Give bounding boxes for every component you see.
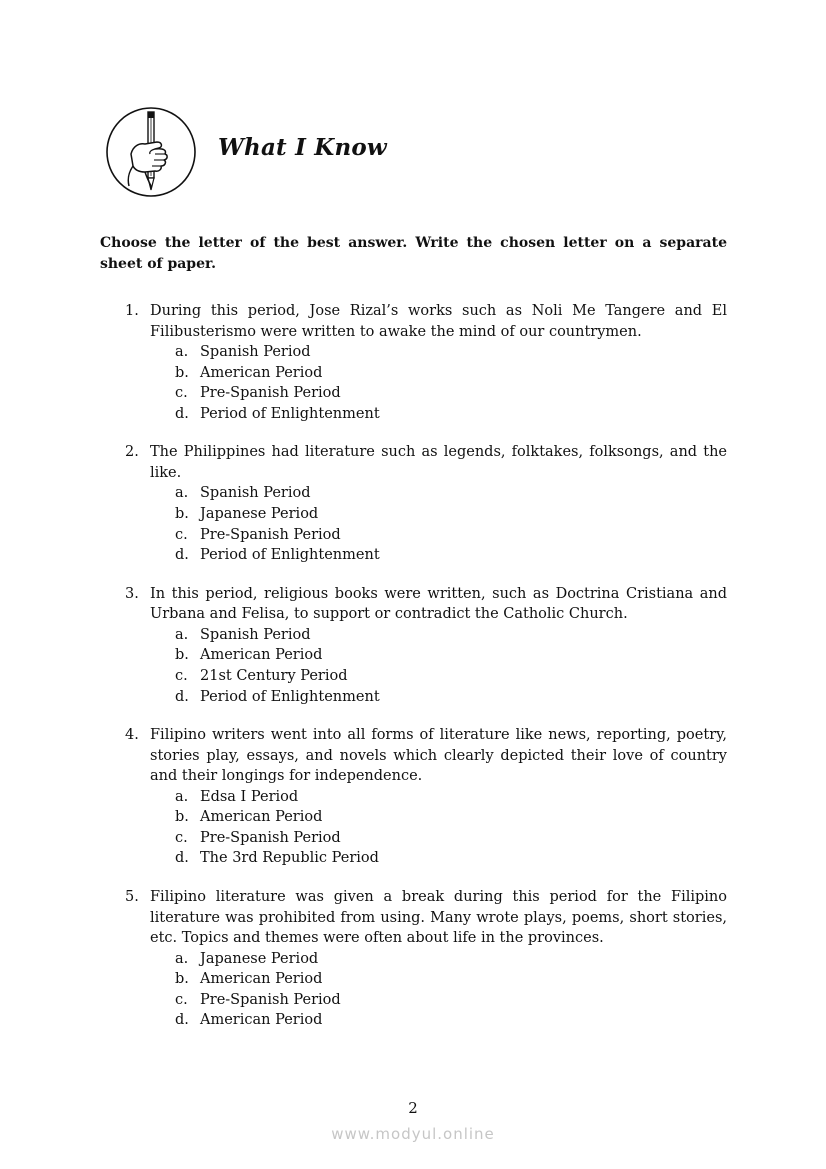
question-list: [100, 301, 727, 1049]
choice-item: [150, 848, 727, 869]
choice-item: [150, 969, 727, 990]
choice-letter: b.: [175, 364, 189, 381]
choice-text: American Period: [200, 971, 323, 988]
choice-item: [150, 787, 727, 808]
choice-letter: b.: [175, 809, 189, 826]
question-text: During this period, Jose Rizal’s works such as Noli Me Tangere and El Filibusterismo were written to awake the mind of our countrymen.: [150, 303, 727, 340]
choice-text: Japanese Period: [200, 505, 319, 522]
question-text: Filipino literature was given a break during this period for the Filipino literature was prohibited from using. Many wrote plays, poems, short stories, etc. Topics and themes were often about life in the provinces.: [150, 889, 727, 946]
choice-text: Period of Enlightenment: [200, 405, 380, 422]
choice-item: [150, 504, 727, 525]
choice-text: Pre-Spanish Period: [200, 829, 341, 846]
choice-letter: b.: [175, 505, 189, 522]
question-number: 1.: [125, 303, 139, 319]
choice-text: American Period: [200, 647, 323, 664]
choice-text: American Period: [200, 809, 323, 826]
choice-text: The 3rd Republic Period: [200, 850, 379, 867]
instructions: Choose the letter of the best answer. Write the chosen letter on a separate sheet of paper.: [100, 235, 727, 272]
question-item: [100, 584, 727, 707]
question-item: [100, 442, 727, 565]
choice-text: Spanish Period: [200, 344, 311, 360]
choice-text: Spanish Period: [200, 485, 311, 502]
choice-text: Edsa I Period: [200, 788, 299, 805]
question-number: 3.: [125, 585, 139, 602]
choice-item: [150, 666, 727, 687]
choice-letter: d.: [175, 1012, 189, 1029]
section-title: What I Know: [218, 134, 387, 161]
pencil-in-hand-icon: [105, 106, 197, 198]
watermark: www.modyul.online: [331, 1125, 495, 1143]
choice-text: Period of Enlightenment: [200, 688, 380, 705]
choice-letter: a.: [175, 788, 189, 805]
choice-letter: c.: [175, 385, 188, 402]
choice-item: [150, 342, 727, 363]
choice-letter: a.: [175, 485, 189, 502]
choice-item: [150, 949, 727, 970]
question-number: 5.: [125, 889, 139, 905]
choice-letter: c.: [175, 829, 188, 846]
choice-text: 21st Century Period: [200, 667, 348, 684]
choice-letter: a.: [175, 626, 189, 643]
choice-text: Japanese Period: [200, 950, 319, 967]
question-number: 2.: [125, 444, 139, 461]
choice-letter: d.: [175, 547, 189, 564]
choice-item: [150, 363, 727, 384]
choice-text: American Period: [200, 364, 323, 381]
choice-letter: c.: [175, 526, 188, 543]
choice-text: Spanish Period: [200, 626, 311, 643]
choice-item: [150, 1010, 727, 1031]
question-text: In this period, religious books were written, such as Doctrina Cristiana and Urbana and Felisa, to support or contradict the Catholic Church.: [150, 585, 727, 623]
choice-item: [150, 807, 727, 828]
choice-letter: d.: [175, 405, 189, 422]
question-number: 4.: [125, 727, 139, 744]
choice-letter: b.: [175, 971, 189, 988]
choice-letter: a.: [175, 344, 189, 360]
choice-letter: d.: [175, 850, 189, 867]
choice-letter: b.: [175, 647, 189, 664]
choice-item: [150, 990, 727, 1011]
choice-list: [150, 342, 727, 424]
choice-text: Period of Enlightenment: [200, 547, 380, 564]
choice-text: Pre-Spanish Period: [200, 385, 341, 402]
choice-text: American Period: [200, 1012, 323, 1029]
choice-item: [150, 383, 727, 404]
choice-letter: c.: [175, 991, 188, 1008]
choice-letter: c.: [175, 667, 188, 684]
question-text: The Philippines had literature such as legends, folktakes, folksongs, and the like.: [150, 444, 727, 481]
choice-item: [150, 687, 727, 708]
page-number: 2: [408, 1099, 418, 1117]
choice-item: [150, 645, 727, 666]
question-item: [100, 887, 727, 1031]
choice-item: [150, 545, 727, 566]
choice-text: Pre-Spanish Period: [200, 526, 341, 543]
question-item: [100, 301, 727, 424]
question-text: Filipino writers went into all forms of literature like news, reporting, poetry, stories play, essays, and novels which clearly depicted their love of country and their longings for independence.: [150, 727, 727, 785]
choice-item: [150, 625, 727, 646]
choice-letter: a.: [175, 950, 189, 967]
choice-item: [150, 525, 727, 546]
question-item: [100, 725, 727, 869]
choice-letter: d.: [175, 688, 189, 705]
choice-item: [150, 483, 727, 504]
choice-text: Pre-Spanish Period: [200, 991, 341, 1008]
choice-list: [150, 483, 727, 565]
choice-list: [150, 787, 727, 869]
choice-item: [150, 404, 727, 425]
choice-list: [150, 625, 727, 707]
choice-list: [150, 949, 727, 1031]
choice-item: [150, 828, 727, 849]
